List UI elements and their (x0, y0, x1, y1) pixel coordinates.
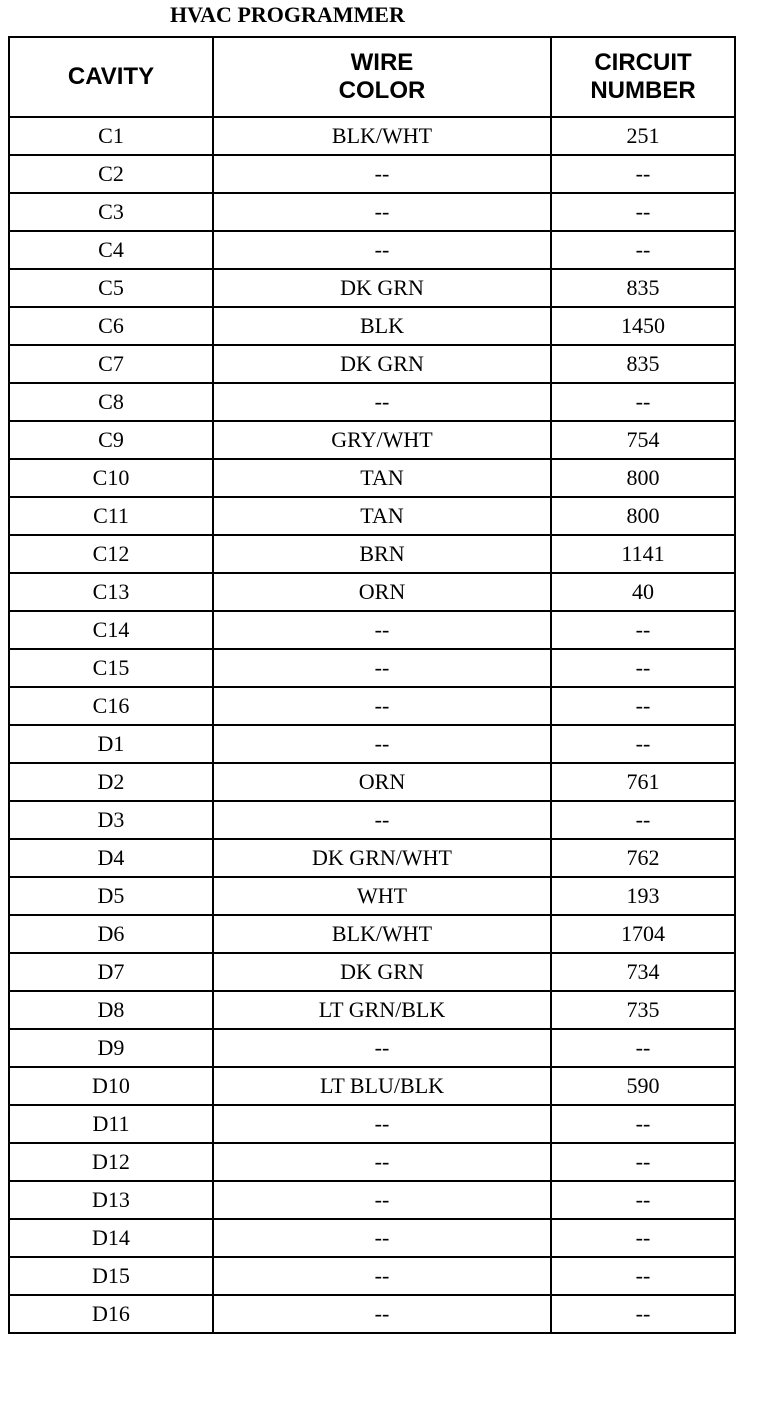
table-row (9, 307, 735, 345)
table-row (9, 1067, 735, 1105)
cavity-cell: D10 (9, 1067, 213, 1105)
wire-color-cell: -- (213, 383, 551, 421)
circuit-number-cell: -- (551, 383, 735, 421)
wire-color-cell: WHT (213, 877, 551, 915)
circuit-number-cell: -- (551, 1295, 735, 1333)
cavity-cell: C2 (9, 155, 213, 193)
wire-color-cell: BLK/WHT (213, 117, 551, 155)
table-header (9, 37, 735, 117)
table-row (9, 953, 735, 991)
wire-color-cell: BRN (213, 535, 551, 573)
cavity-cell: C5 (9, 269, 213, 307)
circuit-number-cell: 835 (551, 269, 735, 307)
table-row (9, 155, 735, 193)
wire-color-cell: -- (213, 1105, 551, 1143)
header-circuit-number (551, 37, 735, 117)
table-row (9, 1029, 735, 1067)
wire-color-cell: -- (213, 1029, 551, 1067)
circuit-number-cell: -- (551, 193, 735, 231)
circuit-number-cell: -- (551, 1257, 735, 1295)
wire-color-cell: DK GRN (213, 269, 551, 307)
circuit-number-cell: -- (551, 801, 735, 839)
circuit-number-cell: 800 (551, 459, 735, 497)
circuit-number-cell: -- (551, 155, 735, 193)
circuit-number-cell: 1141 (551, 535, 735, 573)
wire-color-cell: -- (213, 1181, 551, 1219)
table-row (9, 1143, 735, 1181)
cavity-cell: C9 (9, 421, 213, 459)
wire-color-cell: GRY/WHT (213, 421, 551, 459)
wire-color-cell: -- (213, 801, 551, 839)
header-circuit-number-label: CIRCUIT NUMBER (590, 49, 696, 104)
wire-color-cell: DK GRN/WHT (213, 839, 551, 877)
cavity-cell: C6 (9, 307, 213, 345)
cavity-cell: C3 (9, 193, 213, 231)
wire-color-cell: -- (213, 155, 551, 193)
cavity-cell: C1 (9, 117, 213, 155)
cavity-cell: D2 (9, 763, 213, 801)
wire-color-cell: -- (213, 1143, 551, 1181)
circuit-number-cell: -- (551, 1143, 735, 1181)
wire-color-cell: ORN (213, 763, 551, 801)
circuit-number-cell: -- (551, 611, 735, 649)
circuit-number-cell: 754 (551, 421, 735, 459)
wire-color-cell: LT GRN/BLK (213, 991, 551, 1029)
connector-pinout-table (8, 36, 736, 1334)
wire-color-cell: -- (213, 1219, 551, 1257)
cavity-cell: C4 (9, 231, 213, 269)
wire-color-cell: -- (213, 687, 551, 725)
page-title: HVAC PROGRAMMER (170, 2, 405, 27)
table-row (9, 459, 735, 497)
table-row (9, 801, 735, 839)
circuit-number-cell: 735 (551, 991, 735, 1029)
wire-color-cell: BLK (213, 307, 551, 345)
circuit-number-cell: -- (551, 725, 735, 763)
table-row (9, 193, 735, 231)
cavity-cell: D16 (9, 1295, 213, 1333)
table-row (9, 383, 735, 421)
table-row (9, 915, 735, 953)
table-row (9, 1219, 735, 1257)
wire-color-cell: -- (213, 649, 551, 687)
circuit-number-cell: -- (551, 1029, 735, 1067)
cavity-cell: D15 (9, 1257, 213, 1295)
table-row (9, 725, 735, 763)
circuit-number-cell: 40 (551, 573, 735, 611)
wire-color-cell: BLK/WHT (213, 915, 551, 953)
circuit-number-cell: 762 (551, 839, 735, 877)
wire-color-cell: TAN (213, 459, 551, 497)
wire-color-cell: -- (213, 231, 551, 269)
circuit-number-cell: -- (551, 231, 735, 269)
wire-color-cell: -- (213, 725, 551, 763)
circuit-number-cell: 734 (551, 953, 735, 991)
circuit-number-cell: -- (551, 1181, 735, 1219)
wire-color-cell: ORN (213, 573, 551, 611)
table-row (9, 649, 735, 687)
wire-color-cell: -- (213, 1295, 551, 1333)
cavity-cell: D13 (9, 1181, 213, 1219)
table-row (9, 877, 735, 915)
circuit-number-cell: -- (551, 649, 735, 687)
cavity-cell: C16 (9, 687, 213, 725)
circuit-number-cell: 835 (551, 345, 735, 383)
cavity-cell: D5 (9, 877, 213, 915)
table-row (9, 421, 735, 459)
circuit-number-cell: 761 (551, 763, 735, 801)
cavity-cell: C13 (9, 573, 213, 611)
cavity-cell: C14 (9, 611, 213, 649)
cavity-cell: D6 (9, 915, 213, 953)
circuit-number-cell: 251 (551, 117, 735, 155)
cavity-cell: C10 (9, 459, 213, 497)
circuit-number-cell: -- (551, 687, 735, 725)
circuit-number-cell: 1450 (551, 307, 735, 345)
wire-color-cell: DK GRN (213, 953, 551, 991)
circuit-number-cell: -- (551, 1219, 735, 1257)
header-wire-color (213, 37, 551, 117)
cavity-cell: D8 (9, 991, 213, 1029)
header-cavity-label: CAVITY (67, 63, 155, 90)
table-row (9, 345, 735, 383)
table-row (9, 1181, 735, 1219)
table-row (9, 117, 735, 155)
table-row (9, 1257, 735, 1295)
wire-color-cell: -- (213, 611, 551, 649)
cavity-cell: D3 (9, 801, 213, 839)
circuit-number-cell: -- (551, 1105, 735, 1143)
cavity-cell: C7 (9, 345, 213, 383)
cavity-cell: D1 (9, 725, 213, 763)
circuit-number-cell: 193 (551, 877, 735, 915)
cavity-cell: D4 (9, 839, 213, 877)
table-row (9, 611, 735, 649)
cavity-cell: C11 (9, 497, 213, 535)
table-row (9, 269, 735, 307)
circuit-number-cell: 800 (551, 497, 735, 535)
table-row (9, 839, 735, 877)
cavity-cell: C12 (9, 535, 213, 573)
wire-color-cell: -- (213, 1257, 551, 1295)
header-row (9, 37, 735, 117)
cavity-cell: D7 (9, 953, 213, 991)
cavity-cell: D12 (9, 1143, 213, 1181)
cavity-cell: C15 (9, 649, 213, 687)
header-cavity (9, 37, 213, 117)
cavity-cell: D14 (9, 1219, 213, 1257)
wire-color-cell: -- (213, 193, 551, 231)
table-row (9, 535, 735, 573)
table-row (9, 763, 735, 801)
cavity-cell: D9 (9, 1029, 213, 1067)
table-row (9, 573, 735, 611)
table-body (9, 117, 735, 1333)
cavity-cell: D11 (9, 1105, 213, 1143)
cavity-cell: C8 (9, 383, 213, 421)
header-wire-color-label: WIRE COLOR (338, 49, 426, 104)
table-row (9, 687, 735, 725)
table-row (9, 991, 735, 1029)
wire-color-cell: LT BLU/BLK (213, 1067, 551, 1105)
table-row (9, 231, 735, 269)
table-row (9, 497, 735, 535)
circuit-number-cell: 1704 (551, 915, 735, 953)
table-row (9, 1295, 735, 1333)
table-row (9, 1105, 735, 1143)
wire-color-cell: DK GRN (213, 345, 551, 383)
wire-color-cell: TAN (213, 497, 551, 535)
circuit-number-cell: 590 (551, 1067, 735, 1105)
